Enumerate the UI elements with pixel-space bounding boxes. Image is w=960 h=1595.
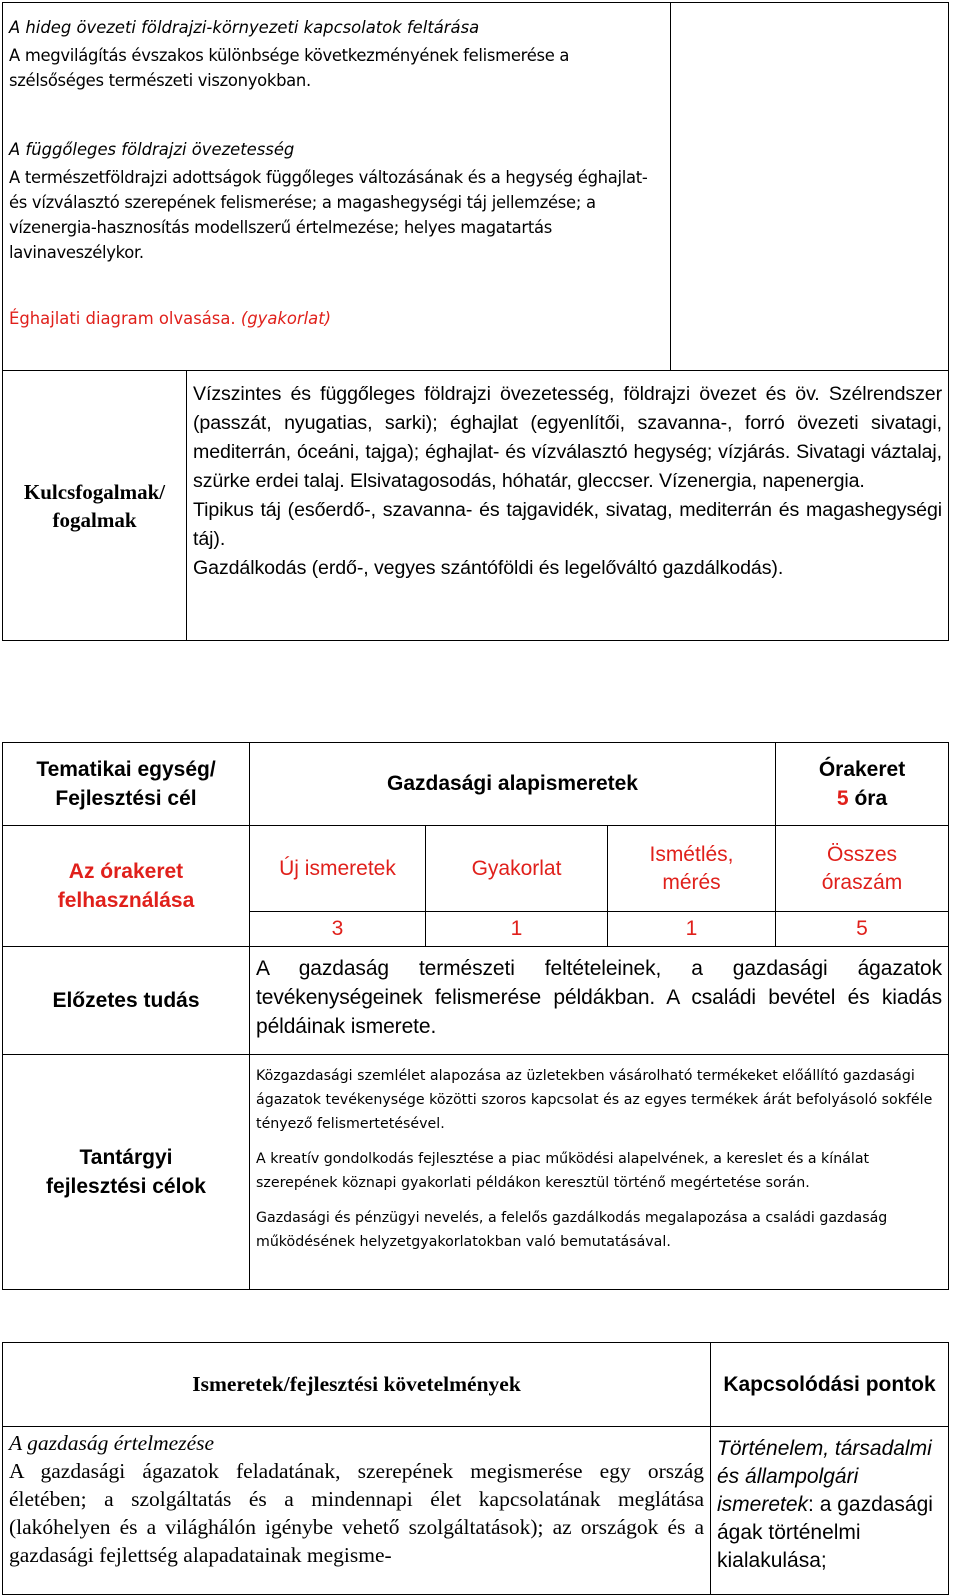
prior-knowledge-text: A gazdaság természeti feltételeinek, a gazdasági ágazatok tevékenységeinek felismerése példákban. A családi bevétel és kiadás példáinak ismerete. — [250, 947, 949, 1055]
requirements-text: A gazdasági ágazatok feladatának, szerepének megismerése egy ország életében; a szolgáltatás és a mindennapi élet kapcsolatának meglátása (lakóhelyen és a világhálón igénybe vehető szolgáltatások); az országok és a gazdasági fejlettség alapadatainak megisme- — [9, 1459, 704, 1567]
key-concepts-text-3: Gazdálkodás (erdő-, vegyes szántóföldi és legelőváltó gazdálkodás). — [193, 557, 784, 579]
value-total: 5 — [776, 912, 949, 947]
unit-label: Tematikai egység/ Fejlesztési cél — [3, 743, 250, 826]
practice-tag: (gyakorlat) — [240, 309, 332, 328]
prior-knowledge-label: Előzetes tudás — [3, 947, 250, 1055]
requirements-heading: A gazdaság értelmezése — [9, 1431, 215, 1455]
hours-line — [776, 784, 948, 813]
development-goal-1: Közgazdasági szemlélet alapozása az üzletekben vásárolható termékeket előállító gazdasági ágazatok tevékenysége közötti szoros kapcsolat és az egyes termékek árát befolyásoló sokféle tényező felismertetésével. — [256, 1068, 933, 1132]
value-practice: 1 — [426, 912, 608, 947]
links-cell — [711, 1427, 949, 1595]
development-goal-2: A kreatív gondolkodás fejlesztése a piac működési alapelvének, a kereslet és a kínálat szerepének köznapi gyakorlati példákon keresztül történő megértetése során. — [256, 1151, 870, 1191]
column-review: Ismétlés, mérés — [608, 826, 776, 912]
hours-cell — [776, 743, 949, 826]
column-practice: Gyakorlat — [426, 826, 608, 912]
section-heading-vertical-zonation: A függőleges földrajzi övezetesség — [9, 140, 295, 159]
practice-line — [9, 306, 664, 331]
links-subject: Történelem, társadalmi és állampolgári ismeretek — [717, 1437, 932, 1516]
section-text-cold-zone: A megvilágítás évszakos különbsége következményének felismerése a szélsőséges természeti viszonyokban. — [9, 46, 570, 90]
development-goals-label: Tantárgyi fejlesztési célok — [3, 1055, 250, 1290]
column-total: Összes óraszám — [776, 826, 949, 912]
hours-unit: óra — [854, 787, 888, 810]
hours-value: 5 — [836, 787, 849, 810]
links-header: Kapcsolódási pontok — [711, 1343, 949, 1427]
key-concepts-text-1: Vízszintes és függőleges földrajzi övezetesség, földrajzi övezet és öv. Szélrendszer (passzát, nyugatias, sarki); éghajlat (egyenlítői, szavanna-, forró övezeti sivatagi, mediterrán, óceáni, tajga); éghajlat- és vízválasztó hegység; vízjárás. Sivatagi váztalaj, szürke erdei talaj. Elsivatagosodás, hóhatár, gleccser. Vízenergia, napenergia. — [193, 383, 942, 492]
key-concepts-cell — [187, 371, 949, 641]
development-goals-cell — [250, 1055, 949, 1290]
usage-label: Az órakeret felhasználása — [3, 826, 250, 947]
links-text: : a gazdasági ágak történelmi kialakulása; — [717, 1493, 933, 1572]
requirements-cell — [3, 1427, 711, 1595]
links-cell-empty — [671, 3, 949, 371]
section-heading-cold-zone: A hideg övezeti földrajzi-környezeti kapcsolatok feltárása — [9, 18, 480, 37]
practice-text: Éghajlati diagram olvasása. — [9, 309, 236, 328]
development-goal-3: Gazdasági és pénzügyi nevelés, a felelős gazdálkodás megalapozása a családi gazdaság működésének helyzetgyakorlatokban való bemutatásával. — [256, 1210, 888, 1250]
column-new-knowledge: Új ismeretek — [250, 826, 426, 912]
top-curriculum-table — [2, 2, 949, 641]
content-cell — [3, 3, 671, 371]
value-review: 1 — [608, 912, 776, 947]
requirements-table — [2, 1342, 949, 1595]
key-concepts-text-2: Tipikus táj (esőerdő-, szavanna- és tajgavidék, sivatag, mediterrán és magashegységi táj). — [193, 499, 942, 550]
value-new-knowledge: 3 — [250, 912, 426, 947]
hours-label: Órakeret — [818, 758, 906, 781]
section-text-vertical-zonation: A természetföldrajzi adottságok függőleges változásának és a hegység éghajlat- és vízválasztó szerepének felismerése; a magashegységi táj jellemzése; a vízenergia-hasznosítás modellszerű értelmezése; helyes magatartás lavinaveszélykor. — [9, 168, 648, 262]
unit-table — [2, 742, 949, 1290]
key-concepts-label: Kulcsfogalmak/ fogalmak — [3, 371, 187, 641]
requirements-header: Ismeretek/fejlesztési követelmények — [3, 1343, 711, 1427]
unit-title: Gazdasági alapismeretek — [250, 743, 776, 826]
